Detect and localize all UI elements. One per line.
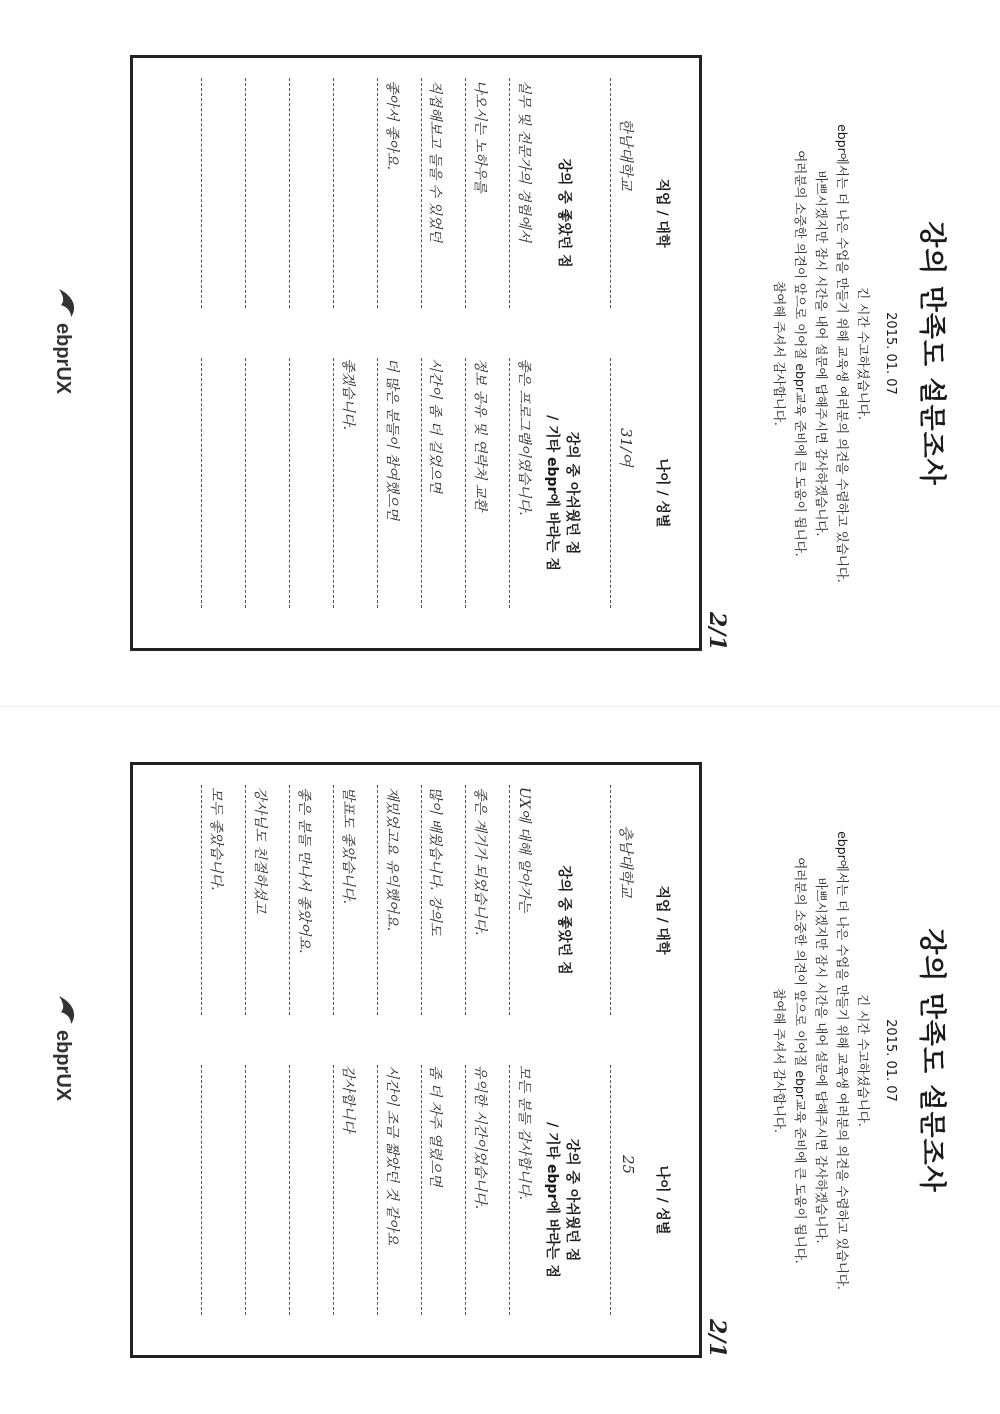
answer-line	[421, 1065, 422, 1315]
answer-line	[610, 1065, 611, 1315]
answer-line	[421, 78, 422, 308]
answer-line	[201, 1065, 202, 1315]
intro-line: 참여해 주셔서 감사합니다.	[772, 988, 787, 1133]
intro-line: 바쁘시겠지만 잠시 시간을 내어 설문에 답해주시면 감사하겠습니다.	[814, 170, 829, 537]
intro-line: ebpr에서는 더 나은 수업을 만들기 위해 교육생 여러분의 의견을 수렴하고 있습니다.	[835, 831, 850, 1290]
bad-points-label-1: 강의 중 아쉬웠던 점	[564, 431, 580, 555]
age-answer: 25	[619, 1155, 637, 1175]
answer-line	[610, 78, 611, 308]
good-answer-line: 발표도 좋았습니다.	[340, 787, 356, 905]
answer-line	[465, 78, 466, 308]
answer-line	[377, 1065, 378, 1315]
answer-line	[610, 785, 611, 1015]
good-points-label: 강의 중 좋았던 점	[556, 158, 572, 268]
bad-answer-line: 모든 분들 감사합니다.	[516, 1065, 532, 1201]
answer-line	[465, 1065, 466, 1315]
answer-line	[245, 358, 246, 608]
intro-line: 바쁘시겠지만 잠시 시간을 내어 설문에 답해주시면 감사하겠습니다.	[814, 877, 829, 1244]
bad-answer-line: 감사합니다	[340, 1065, 356, 1133]
bad-answer-line: 정보 공유 및 연락처 교환	[472, 358, 488, 512]
bird-icon	[45, 990, 85, 1130]
intro-line: 긴 시간 수고하셨습니다.	[856, 287, 871, 420]
good-answer-line: 나오시는 노하우를	[472, 80, 488, 193]
answer-line	[201, 78, 202, 308]
answer-line	[333, 785, 334, 1015]
svg-text:ebprUX: ebprUX	[52, 1030, 74, 1102]
answer-line	[289, 78, 290, 308]
bad-answer-line: 좋겠습니다.	[340, 358, 356, 431]
answer-line	[245, 785, 246, 1015]
answer-line	[377, 358, 378, 608]
bird-icon	[45, 283, 85, 423]
answer-line	[245, 1065, 246, 1315]
age-answer: 31/여	[617, 428, 635, 467]
bad-answer-line: 시간이 좀 더 길었으면	[427, 358, 443, 494]
answer-line	[333, 78, 334, 308]
intro-line: 여러분의 소중한 의견이 앞으로 이어질 ebpr교육 준비에 큰 도움이 됩니다.	[793, 857, 808, 1264]
survey-sheet-2	[0, 707, 1000, 1414]
answer-line	[465, 358, 466, 608]
job-answer: 충남대학교	[617, 825, 635, 898]
answer-line	[245, 78, 246, 308]
survey-intro	[769, 727, 874, 1394]
answer-line	[509, 785, 510, 1015]
good-answer-line: 강사님도 친절하셨고	[252, 787, 268, 914]
good-answer-line: 많이 배웠습니다. 강의도	[427, 787, 443, 936]
ebprux-logo	[45, 283, 85, 423]
bad-answer-line: 좋은 프로그램이였습니다.	[516, 358, 532, 516]
intro-line: 긴 시간 수고하셨습니다.	[856, 994, 871, 1127]
answer-line	[509, 1065, 510, 1315]
bad-answer-line: 유익한 시간이었습니다.	[472, 1065, 488, 1210]
good-answer-line: 좋은 분들 만나서 좋았어요.	[296, 787, 312, 954]
bad-answer-line: 시간이 조금 짧았던 것 같아요	[384, 1065, 400, 1246]
answer-line	[509, 358, 510, 608]
intro-line: 여러분의 소중한 의견이 앞으로 이어질 ebpr교육 준비에 큰 도움이 됩니다.	[793, 150, 808, 557]
job-answer: 한남대학교	[617, 118, 635, 191]
answer-line	[421, 358, 422, 608]
good-answer-line: 모두 좋았습니다.	[208, 787, 224, 891]
bad-points-label-2: / 기타 ebpr에 바라는 점	[544, 1122, 560, 1278]
survey-form-box	[130, 55, 702, 651]
intro-line: ebpr에서는 더 나은 수업을 만들기 위해 교육생 여러분의 의견을 수렴하고 있습니다.	[835, 124, 850, 583]
svg-text:ebprUX: ebprUX	[52, 323, 74, 395]
good-answer-line: UX에 대해 알아가는	[516, 787, 532, 913]
answer-line	[333, 1065, 334, 1315]
survey-form-box	[130, 762, 702, 1358]
intro-line: 참여해 주셔서 감사합니다.	[772, 281, 787, 426]
job-label: 직업 / 대학	[654, 885, 670, 955]
handwritten-page-number: 2/1	[704, 1319, 730, 1358]
bad-answer-line: 좀 더 자주 열렸으면	[427, 1065, 443, 1187]
answer-line	[201, 358, 202, 608]
bad-points-label-1: 강의 중 아쉬웠던 점	[564, 1138, 580, 1262]
good-answer-line: 직접해보고 들을 수 있었던	[427, 80, 443, 243]
survey-date: 2015. 01. 07	[883, 1019, 898, 1102]
good-answer-line: 좋은 계기가 되었습니다.	[472, 787, 488, 936]
age-label: 나이 / 성별	[654, 458, 670, 528]
bad-answer-line: 더 많은 분들이 참여했으면	[384, 358, 400, 521]
survey-title: 강의 만족도 설문조사	[916, 928, 947, 1193]
good-points-label: 강의 중 좋았던 점	[556, 865, 572, 975]
good-answer-line: 실무 및 전문가의 경험에서	[516, 80, 532, 243]
good-answer-line: 재밌었고요 유익했어요.	[384, 787, 400, 932]
survey-intro	[769, 20, 874, 687]
answer-line	[289, 358, 290, 608]
answer-line	[421, 785, 422, 1015]
survey-date: 2015. 01. 07	[883, 312, 898, 395]
answer-line	[377, 78, 378, 308]
good-answer-line: 좋아서 좋아요.	[384, 80, 400, 171]
answer-line	[333, 358, 334, 608]
job-label: 직업 / 대학	[654, 178, 670, 248]
ebprux-logo	[45, 990, 85, 1130]
answer-line	[289, 785, 290, 1015]
age-label: 나이 / 성별	[654, 1165, 670, 1235]
handwritten-page-number: 2/1	[704, 612, 730, 651]
bad-points-label-2: / 기타 ebpr에 바라는 점	[544, 415, 560, 571]
answer-line	[465, 785, 466, 1015]
answer-line	[201, 785, 202, 1015]
survey-title: 강의 만족도 설문조사	[916, 221, 947, 486]
survey-page	[0, 707, 1000, 1414]
answer-line	[377, 785, 378, 1015]
answer-line	[509, 78, 510, 308]
answer-line	[289, 1065, 290, 1315]
answer-line	[610, 358, 611, 608]
